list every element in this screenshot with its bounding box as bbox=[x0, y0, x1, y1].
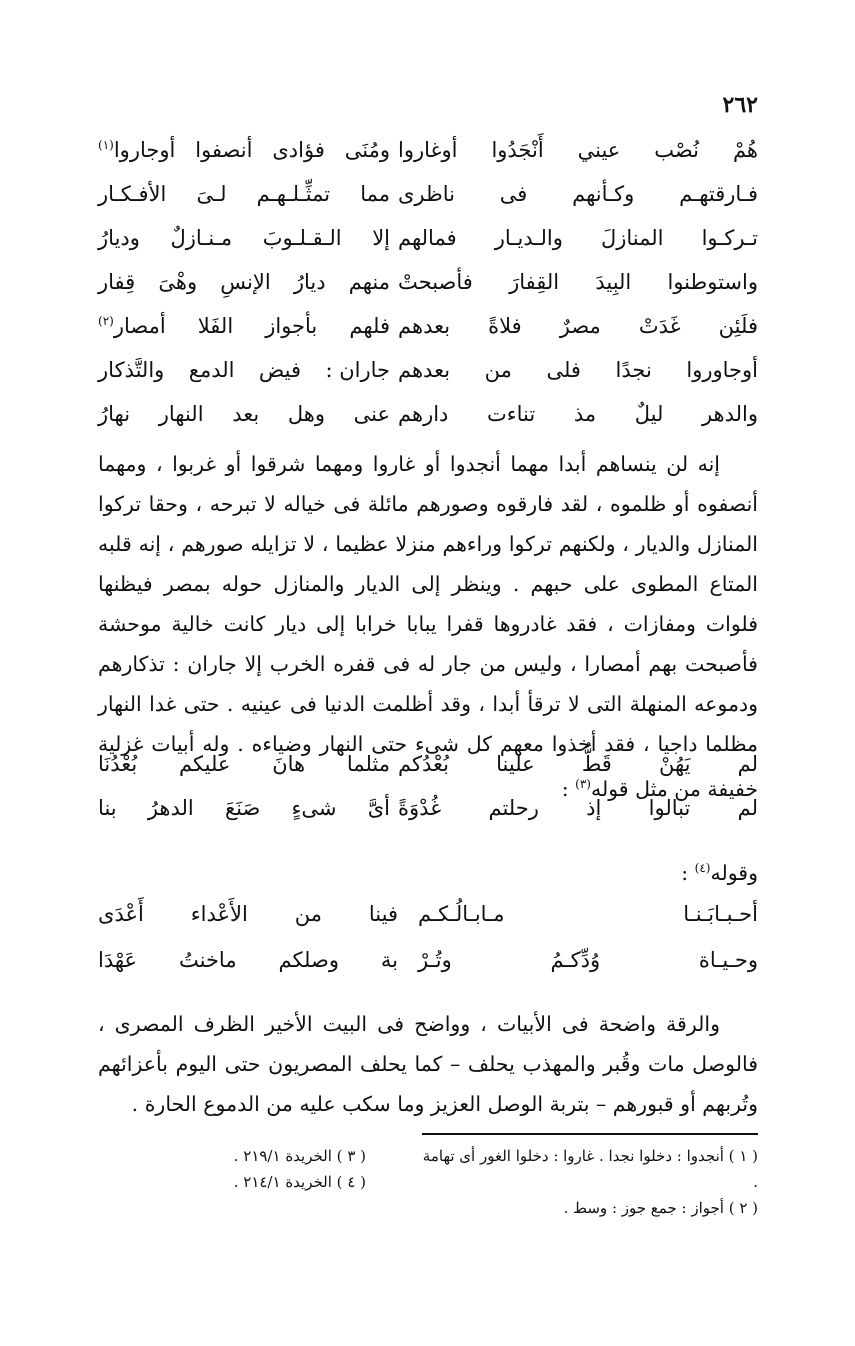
verse-first-hemistich bbox=[398, 402, 758, 426]
verse-word: لـىَ bbox=[196, 182, 227, 206]
verse-word: هُمْ bbox=[732, 138, 758, 162]
verse-first-hemistich bbox=[398, 358, 758, 382]
verse-word: ديارُ bbox=[293, 270, 326, 294]
verse-word: فلاةً bbox=[488, 314, 522, 338]
verse-word: الدمع bbox=[188, 358, 235, 382]
footnote-marker: (١) bbox=[98, 138, 114, 152]
verse-word: فلهم bbox=[349, 314, 390, 338]
verse-word: بُعْدُكم bbox=[398, 752, 449, 776]
verse-word: بُعْدُنَا bbox=[98, 752, 138, 776]
verse-word: واستوطنوا bbox=[667, 270, 758, 294]
verse-word-text: أمصار bbox=[113, 314, 166, 338]
verse-first-hemistich bbox=[398, 314, 758, 338]
verse-word bbox=[98, 138, 175, 162]
verse-word: فـارقتهـم bbox=[679, 182, 758, 206]
verse-word: مـنـازلٌ bbox=[170, 226, 233, 250]
verse-word: بعد bbox=[232, 402, 260, 426]
verse-first-hemistich bbox=[398, 138, 758, 162]
verse-word: إلا bbox=[372, 226, 390, 250]
verse-word: وصلكم bbox=[278, 948, 339, 972]
verse-word: النهار bbox=[158, 402, 204, 426]
verse-word: شىءٍ bbox=[291, 796, 337, 820]
poem-3-intro bbox=[98, 848, 758, 893]
verse-word: أحـبـابَـنـا bbox=[683, 902, 758, 926]
verse-second-hemistich bbox=[98, 270, 390, 294]
verse-word: والـديـار bbox=[494, 226, 563, 250]
verse-second-hemistich bbox=[98, 226, 390, 250]
verse-word: ناظرى bbox=[398, 182, 455, 206]
paragraph bbox=[98, 848, 758, 893]
prose-paragraph-2 bbox=[98, 1004, 758, 1124]
verse-word: علينا bbox=[496, 752, 535, 776]
verse-word: غَدَتْ bbox=[638, 314, 681, 338]
page-number: ٢٦٢ bbox=[722, 92, 758, 118]
verse-word: مما bbox=[360, 182, 390, 206]
verse-second-hemistich bbox=[98, 948, 398, 972]
verse-first-hemistich bbox=[398, 796, 758, 820]
paragraph: والرقة واضحة فى الأبيات ، وواضح فى البيت الأخير الظرف المصرى ، فالوصل مات وقُبر والمهذب يحلف – كما يحلف المصريون حتى اليوم بأعزائهم وتُربهم أو قبورهم – بتربة الوصل العزيز وما سكب عليه من الدموع الحارة . bbox=[98, 1012, 758, 1116]
intro-text-end: : bbox=[681, 860, 695, 885]
verse-word: الـقـلـوبَ bbox=[262, 226, 342, 250]
verse-word: من bbox=[294, 902, 322, 926]
verse-word: غُدْوَةً bbox=[398, 796, 442, 820]
verse-word: نُصْب bbox=[654, 138, 699, 162]
verse-word: بأجواز bbox=[265, 314, 318, 338]
verse-line bbox=[98, 270, 758, 314]
verse-word-text: أوجاروا bbox=[113, 138, 176, 162]
verse-word: تمثِّـلـهـم bbox=[256, 182, 331, 206]
verse-word: لم bbox=[737, 796, 758, 820]
verse-second-hemistich bbox=[98, 314, 390, 338]
verse-word: عيني bbox=[577, 138, 621, 162]
footnotes-right-column bbox=[422, 1143, 758, 1221]
verse-word: إذ bbox=[586, 796, 602, 820]
verse-first-hemistich bbox=[398, 270, 758, 294]
verse-line bbox=[98, 314, 758, 358]
verse-word: نجدًا bbox=[615, 358, 652, 382]
verse-word: الأَعْداء bbox=[190, 902, 248, 926]
verse-word: المنازلَ bbox=[600, 226, 664, 250]
verse-word: والدهر bbox=[701, 402, 758, 426]
verse-word: تـركـوا bbox=[701, 226, 758, 250]
verse-word: أوغاروا bbox=[398, 138, 458, 162]
verse-line bbox=[98, 948, 758, 994]
verse-word: أَنْجَدُوا bbox=[491, 138, 544, 162]
verse-word: وُدِّكـمُ bbox=[550, 948, 601, 972]
verse-word: الفَلا bbox=[197, 314, 234, 338]
verse-word: الدهرُ bbox=[147, 796, 194, 820]
verse-word: هانَ bbox=[272, 752, 306, 776]
verse-word: بنا bbox=[98, 796, 117, 820]
poem-1 bbox=[98, 138, 758, 446]
verse-word: مثلما bbox=[346, 752, 390, 776]
verse-second-hemistich bbox=[98, 796, 390, 820]
verse-word: تناءت bbox=[487, 402, 536, 426]
verse-second-hemistich bbox=[98, 902, 398, 926]
verse-word: أنصفوا bbox=[195, 138, 253, 162]
verse-word: فينا bbox=[368, 902, 398, 926]
verse-word: فؤادى bbox=[272, 138, 325, 162]
verse-second-hemistich bbox=[98, 358, 390, 382]
verse-word: وهْىَ bbox=[158, 270, 198, 294]
verse-word: وهل bbox=[287, 402, 325, 426]
verse-word: من bbox=[484, 358, 512, 382]
poem-3 bbox=[98, 902, 758, 994]
verse-word: تبالوا bbox=[648, 796, 691, 820]
verse-second-hemistich bbox=[98, 182, 390, 206]
verse-first-hemistich bbox=[398, 752, 758, 776]
verse-first-hemistich bbox=[418, 902, 758, 926]
verse-word: أَعْدَى bbox=[98, 902, 144, 926]
verse-word: فلى bbox=[546, 358, 581, 382]
verse-word: دارهم bbox=[398, 402, 449, 426]
verse-word: مصرٌ bbox=[559, 314, 601, 338]
verse-word: والتَّذكار bbox=[98, 358, 165, 382]
verse-word: ليلٌ bbox=[634, 402, 664, 426]
verse-word: الأفـكـار bbox=[98, 182, 167, 206]
verse-word: فيض bbox=[258, 358, 302, 382]
verse-word: الإنسِ bbox=[220, 270, 271, 294]
verse-word: وتُـرْ bbox=[418, 948, 452, 972]
verse-word: قَطُّ bbox=[581, 752, 612, 776]
verse-word: القِفارَ bbox=[509, 270, 560, 294]
verse-word: جاران : bbox=[325, 358, 390, 382]
paragraph-text: إنه لن ينساهم أبدا مهما أنجدوا أو غاروا ومهما شرقوا أو غربوا ، ومهما أنصفوه أو ظلموه ، لقد فارقوه وصورهم مائلة فى خياله لا تبرحه ، وحقا تركوا المنازل والديار ، ولكنهم تركوا وراءهم منزلا عظيما ، لا تزايله صورهم ، إنه قلبه المتاع المطوى على حبهم . وينظر إلى الديار والمنازل حوله بمصر فيظنها فلوات ومفازات ، فقد غادروها قفرا يبابا خرابا إلى ديار كانت خالية موحشة فأصبحت بهم أمصارا ، وليس من جار له فى قفره الخرب إلا جاران : تذكارهم ودموعه المنهلة التى لا ترقأ أبدا ، وقد أظلمت الدنيا فى عينيه . حتى غدا النهار مظلما داجيا ، فقد أخذوا معهم كل شىء حتى النهار وضياءه . وله أبيات غزلية خفيفة من مثل قوله bbox=[98, 452, 758, 801]
verse-word: مـابـالُـكـم bbox=[418, 902, 505, 926]
footnotes-left-column bbox=[106, 1143, 366, 1195]
verse-line bbox=[98, 226, 758, 270]
verse-word: صَنَعَ bbox=[224, 796, 261, 820]
footnote-4: ( ٤ ) الخريدة ٢١٤/١ . bbox=[233, 1173, 366, 1191]
verse-line bbox=[98, 138, 758, 182]
verse-word: بة bbox=[380, 948, 398, 972]
footnote-1: ( ١ ) أنجدوا : دخلوا نجدا . غاروا : دخلوا الغور أى تهامة . bbox=[422, 1147, 758, 1191]
verse-word: يَهُنْ bbox=[658, 752, 691, 776]
verse-word: البِيدَ bbox=[595, 270, 632, 294]
verse-second-hemistich bbox=[98, 402, 390, 426]
footnote-divider bbox=[422, 1133, 758, 1135]
verse-first-hemistich bbox=[418, 948, 758, 972]
verse-word: ماخنتُ bbox=[178, 948, 237, 972]
verse-word: أىَّ bbox=[367, 796, 390, 820]
verse-word: نهارُ bbox=[98, 402, 131, 426]
verse-word: فى bbox=[499, 182, 528, 206]
verse-word: وحـيـاة bbox=[698, 948, 758, 972]
verse-line bbox=[98, 182, 758, 226]
verse-word: فلَئِن bbox=[718, 314, 758, 338]
verse-word: عَهْدَا bbox=[98, 948, 138, 972]
verse-line bbox=[98, 402, 758, 446]
verse-second-hemistich bbox=[98, 752, 390, 776]
verse-line bbox=[98, 752, 758, 796]
footnote-marker: (٣) bbox=[575, 777, 591, 791]
verse-word: أوجاوروا bbox=[686, 358, 758, 382]
poem-2 bbox=[98, 752, 758, 840]
verse-word: فأصبحتْ bbox=[398, 270, 473, 294]
footnote-marker: (٤) bbox=[694, 861, 711, 875]
footnote-2: ( ٢ ) أجواز : جمع جوز : وسط . bbox=[563, 1199, 758, 1217]
verse-word: مذ bbox=[573, 402, 597, 426]
footnote-marker: (٢) bbox=[98, 314, 114, 328]
footnote-3: ( ٣ ) الخريدة ٢١٩/١ . bbox=[233, 1147, 366, 1165]
verse-word: بعدهم bbox=[398, 314, 451, 338]
verse-line bbox=[98, 796, 758, 840]
paragraph-text-end: : bbox=[561, 776, 576, 801]
verse-word bbox=[98, 314, 166, 338]
verse-word: رحلتم bbox=[488, 796, 539, 820]
verse-word: فمالهم bbox=[398, 226, 457, 250]
verse-word: قِفار bbox=[98, 270, 136, 294]
verse-word: لم bbox=[737, 752, 758, 776]
verse-line bbox=[98, 902, 758, 948]
verse-second-hemistich bbox=[98, 138, 390, 162]
verse-word: ومُنَى bbox=[344, 138, 390, 162]
verse-first-hemistich bbox=[398, 182, 758, 206]
verse-word: عليكم bbox=[179, 752, 231, 776]
verse-first-hemistich bbox=[398, 226, 758, 250]
verse-word: عنى bbox=[353, 402, 390, 426]
verse-word: بعدهم bbox=[398, 358, 451, 382]
verse-line bbox=[98, 358, 758, 402]
verse-word: وكـأنهم bbox=[572, 182, 635, 206]
verse-word: منهم bbox=[348, 270, 390, 294]
verse-word: وديارُ bbox=[98, 226, 140, 250]
intro-text: وقوله bbox=[710, 860, 758, 885]
